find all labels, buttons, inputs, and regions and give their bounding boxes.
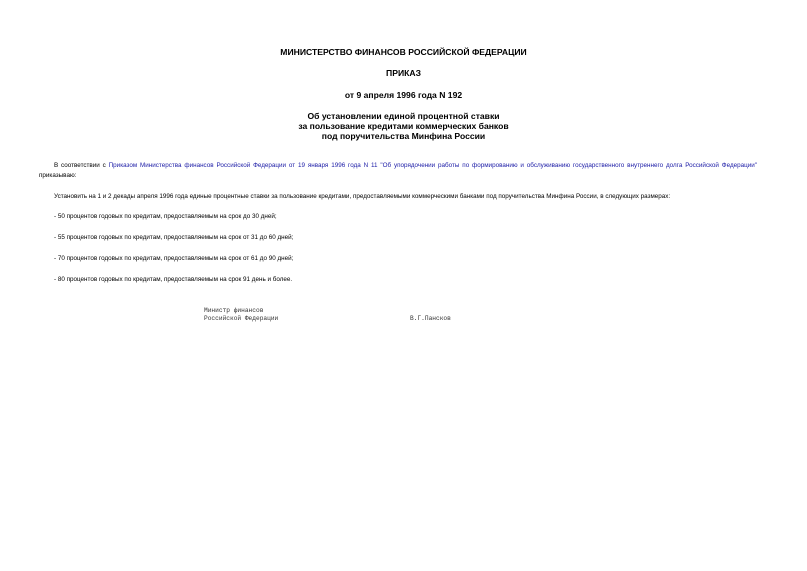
signatory-title-line-2: Российской Федерации: [204, 315, 279, 322]
document-type-heading: ПРИКАЗ: [386, 68, 421, 78]
preamble-paragraph: [39, 161, 757, 181]
rate-list-item: - 50 процентов годовых по кредитам, предоставляемым на срок до 30 дней;: [54, 213, 277, 220]
preamble-tail: приказываю:: [39, 172, 77, 179]
referenced-order-link[interactable]: Приказом Министерства финансов Российской Федерации от 19 января 1996 года N 11 "Об упорядочении работы по формированию и обслуживанию государственного внутреннего долга Российской Федерации": [108, 162, 757, 169]
subject-line-3: под поручительства Минфина России: [321, 131, 486, 141]
signatory-name: В.Г.Пансков: [410, 315, 451, 322]
document-date-heading: от 9 апреля 1996 года N 192: [344, 90, 463, 100]
rate-list-item: - 55 процентов годовых по кредитам, предоставляемым на срок от 31 до 60 дней;: [54, 234, 294, 241]
main-order-paragraph: Установить на 1 и 2 декады апреля 1996 года единые процентные ставки за пользование кредитами, предоставляемыми коммерческими банками под поручительства Минфина России, в следующих размерах:: [54, 193, 671, 200]
preamble-lead: В соответствии с: [54, 162, 109, 169]
rate-list-item: - 80 процентов годовых по кредитам, предоставляемым на срок 91 день и более.: [54, 276, 293, 283]
subject-line-1: Об установлении единой процентной ставки: [307, 111, 500, 121]
document-subject-heading: [0, 111, 807, 141]
rate-list-item: - 70 процентов годовых по кредитам, предоставляемым на срок от 61 до 90 дней;: [54, 255, 294, 262]
ministry-heading: МИНИСТЕРСТВО ФИНАНСОВ РОССИЙСКОЙ ФЕДЕРАЦИИ: [280, 47, 527, 57]
subject-line-2: за пользование кредитами коммерческих банков: [298, 121, 509, 131]
signatory-title-line-1: Министр финансов: [204, 307, 264, 314]
